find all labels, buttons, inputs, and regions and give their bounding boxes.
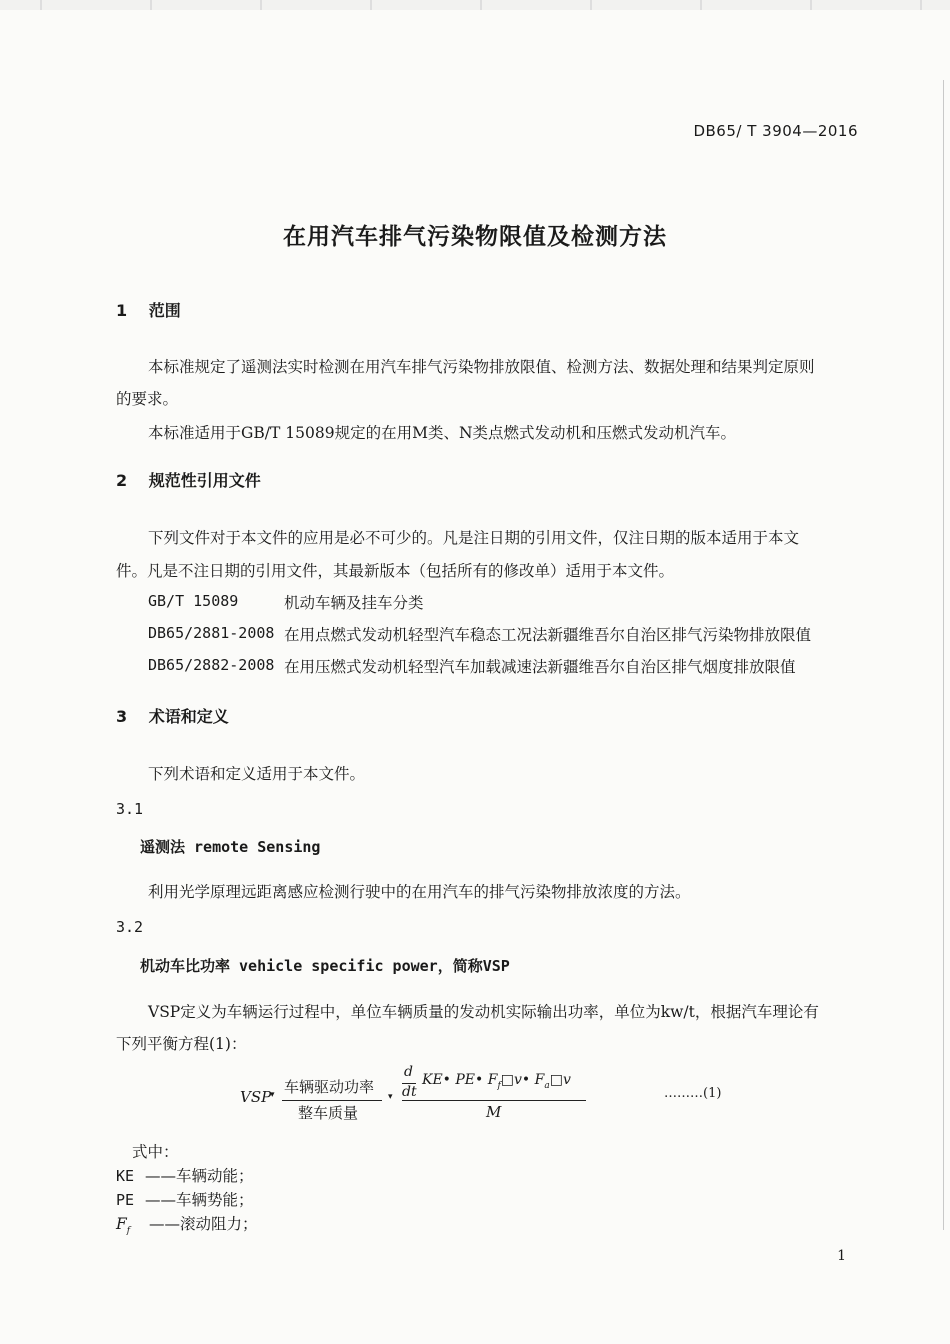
fraction-denominator: M xyxy=(486,1103,502,1121)
section-number: 2 xyxy=(116,471,128,490)
where-item xyxy=(116,1212,258,1236)
section-1-heading xyxy=(116,298,181,321)
document-title: 在用汽车排气污染物限值及检测方法 xyxy=(283,224,667,250)
formula-equals: ▾ xyxy=(270,1090,275,1100)
section-title: 术语和定义 xyxy=(148,707,229,726)
section-number: 1 xyxy=(116,301,128,320)
formula-term xyxy=(422,1072,571,1091)
page-number: 1 xyxy=(837,1248,846,1264)
fraction-bar xyxy=(282,1100,382,1101)
where-item xyxy=(116,1188,254,1210)
fraction-numerator: 车辆驱动功率 xyxy=(284,1078,375,1096)
reference-code: GB/T 15089 xyxy=(148,592,239,610)
term-definition: 利用光学原理远距离感应检测行驶中的在用汽车的排气污染物排放浓度的方法。 xyxy=(148,883,691,901)
scan-artifact-top xyxy=(0,0,950,10)
fraction-bar xyxy=(402,1100,586,1101)
reference-title: 在用点燃式发动机轻型汽车稳态工况法新疆维吾尔自治区排气污染物排放限值 xyxy=(284,626,812,644)
symbol-description: 车辆动能； xyxy=(176,1167,254,1185)
section-number: 3 xyxy=(116,707,128,726)
scan-artifact-edge xyxy=(943,80,944,1230)
document-number: DB65/ T 3904—2016 xyxy=(693,122,858,140)
where-label: 式中： xyxy=(132,1143,179,1161)
where-item xyxy=(116,1164,254,1186)
dash: —— xyxy=(145,1191,176,1209)
symbol: F xyxy=(116,1215,127,1233)
reference-code: DB65/2882-2008 xyxy=(148,656,275,674)
derivative-num: d xyxy=(404,1064,413,1080)
symbol: PE xyxy=(116,1191,135,1209)
paragraph-line: 的要求。 xyxy=(116,390,179,408)
formula-lhs: VSP xyxy=(240,1088,272,1106)
derivative-den: dt xyxy=(402,1084,417,1100)
symbol-subscript: f xyxy=(126,1226,131,1237)
symbol-description: 滚动阻力； xyxy=(180,1215,258,1233)
term-definition-line: 下列平衡方程(1)： xyxy=(116,1035,247,1053)
symbol: KE xyxy=(116,1167,135,1185)
dash: —— xyxy=(145,1167,176,1185)
formula-equals: ▾ xyxy=(388,1092,393,1102)
paragraph-line: 下列文件对于本文件的应用是必不可少的。凡是注日期的引用文件，仅注日期的版本适用于本文 xyxy=(148,529,800,547)
formula-term-main: KE• PE• F xyxy=(422,1072,498,1088)
formula-subscript: f xyxy=(497,1080,501,1091)
paragraph-line: 下列术语和定义适用于本文件。 xyxy=(148,765,366,783)
paragraph-line: 本标准适用于GB/T 15089规定的在用M类、N类点燃式发动机和压燃式发动机汽车。 xyxy=(148,424,737,442)
term-name: 机动车比功率 vehicle specific power，简称VSP xyxy=(140,957,510,975)
formula-term-mid: □v• F xyxy=(500,1072,545,1088)
paragraph-line: 件。凡是不注日期的引用文件，其最新版本（包括所有的修改单）适用于本文件。 xyxy=(116,562,675,580)
term-number: 3.2 xyxy=(116,918,144,936)
section-3-heading xyxy=(116,704,229,727)
formula-term-end: □v xyxy=(549,1072,571,1088)
section-2-heading xyxy=(116,468,261,491)
equation-tag: ………(1) xyxy=(664,1086,722,1101)
section-title: 范围 xyxy=(148,301,181,320)
paragraph-line: 本标准规定了遥测法实时检测在用汽车排气污染物排放限值、检测方法、数据处理和结果判定原则 xyxy=(148,358,815,376)
reference-title: 在用压燃式发动机轻型汽车加载减速法新疆维吾尔自治区排气烟度排放限值 xyxy=(284,658,796,676)
term-name: 遥测法 remote Sensing xyxy=(140,838,321,856)
dash: —— xyxy=(149,1215,181,1233)
vsp-formula xyxy=(236,1058,756,1128)
formula-subscript: a xyxy=(544,1080,550,1091)
term-number: 3.1 xyxy=(116,800,144,818)
symbol-description: 车辆势能； xyxy=(176,1191,254,1209)
section-title: 规范性引用文件 xyxy=(148,471,261,490)
reference-code: DB65/2881-2008 xyxy=(148,624,275,642)
fraction-denominator: 整车质量 xyxy=(298,1104,359,1122)
term-definition-line: VSP定义为车辆运行过程中，单位车辆质量的发动机实际输出功率，单位为kw/t，根据汽车理论有 xyxy=(148,1003,819,1021)
reference-title: 机动车辆及挂车分类 xyxy=(284,594,424,612)
